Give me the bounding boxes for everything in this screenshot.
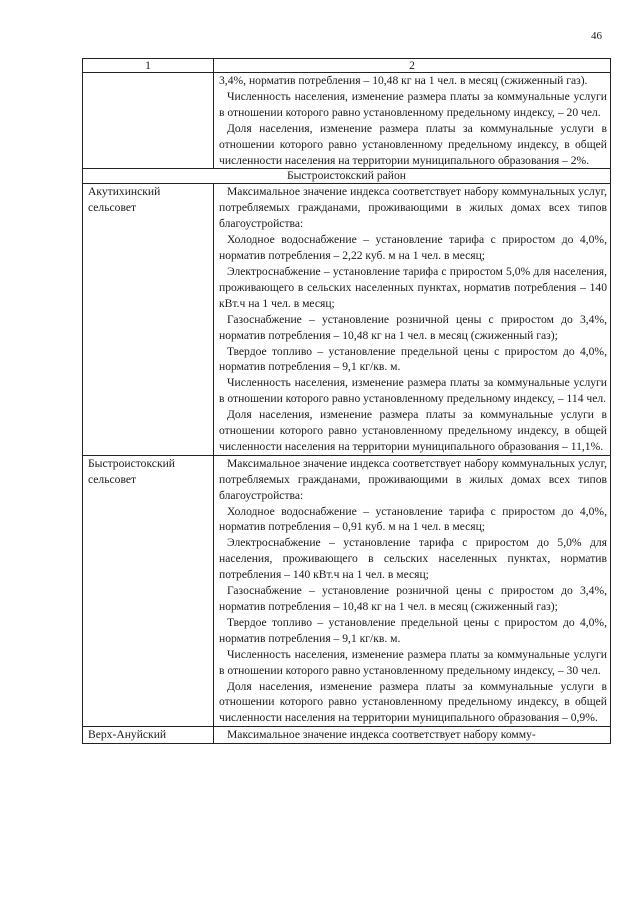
page-number: 46: [591, 30, 602, 42]
municipality-name: Акутихинский сельсовет: [83, 184, 214, 455]
tariff-index-table: [82, 58, 611, 744]
table-row: [83, 184, 611, 455]
district-title: Быстроистокский район: [83, 169, 611, 184]
continuation-text-cell: [214, 73, 611, 169]
index-description: [214, 727, 611, 744]
municipality-name: Верх-Ануйский: [83, 727, 214, 744]
index-description: [214, 184, 611, 455]
paragraph: Доля населения, изменение размера платы за коммунальные услуги в отношении которого равно установленному предельному индексу, в общей численности населения на территории муниципального образования – 2%.: [219, 121, 607, 167]
paragraph: 3,4%, норматив потребления – 10,48 кг на 1 чел. в месяц (сжиженный газ).: [219, 74, 588, 87]
table-header-row: [83, 59, 611, 73]
index-description: [214, 455, 611, 726]
paragraph: Максимальное значение индекса соответствует набору коммунальных услуг, потребляемых гражданами, проживающими в жилых домах всех типов благоустройства:: [219, 185, 607, 231]
paragraph: Численность населения, изменение размера платы за коммунальные услуги в отношении которого равно установленному предельному индексу, – 114 чел.: [219, 376, 607, 406]
paragraph: Максимальное значение индекса соответствует набору коммунальных услуг, потребляемых гражданами, проживающими в жилых домах всех типов благоустройства:: [219, 456, 607, 502]
table-row: [83, 727, 611, 744]
paragraph: Холодное водоснабжение – установление тарифа с приростом до 4,0%, норматив потребления – 0,91 куб. м на 1 чел. в месяц;: [219, 504, 607, 534]
paragraph: Твердое топливо – установление предельной цены с приростом до 4,0%, норматив потребления – 9,1 кг/кв. м.: [219, 344, 607, 374]
paragraph: Численность населения, изменение размера платы за коммунальные услуги в отношении которого равно установленному предельному индексу, – 30 чел.: [219, 647, 607, 677]
table-row: [83, 455, 611, 726]
column-header-2: 2: [214, 59, 611, 73]
paragraph: Газоснабжение – установление розничной цены с приростом до 3,4%, норматив потребления – 10,48 кг на 1 чел. в месяц (сжиженный газ);: [219, 312, 607, 342]
paragraph: Газоснабжение – установление розничной цены с приростом до 3,4%, норматив потребления – 10,48 кг на 1 чел. в месяц (сжиженный газ);: [219, 584, 607, 613]
paragraph: Электроснабжение – установление тарифа с приростом 5,0% для населения, проживающего в сельских населенных пунктах, норматив потребления – 140 кВт.ч на 1 чел. в месяц;: [219, 264, 607, 310]
paragraph: Численность населения, изменение размера платы за коммунальные услуги в отношении которого равно установленному предельному индексу, – 20 чел.: [219, 89, 607, 119]
paragraph: Максимальное значение индекса соответствует набору комму-: [227, 728, 536, 742]
continuation-name-cell: [83, 73, 214, 169]
paragraph: Доля населения, изменение размера платы за коммунальные услуги в отношении которого равно установленному предельному индексу, в общей численности населения на территории муниципального образования – 0,9%.: [219, 679, 607, 725]
paragraph: Электроснабжение – установление тарифа с приростом до 5,0% для населения, проживающего в сельских населенных пунктах, норматив потребления – 140 кВт.ч на 1 чел. в месяц;: [219, 536, 607, 582]
paragraph: Твердое топливо – установление предельной цены с приростом до 4,0%, норматив потребления – 9,1 кг/кв. м.: [219, 615, 607, 645]
district-row: [83, 169, 611, 184]
municipality-name: Быстроистокский сельсовет: [83, 455, 214, 726]
column-header-1: 1: [83, 59, 214, 73]
paragraph: Холодное водоснабжение – установление тарифа с приростом до 4,0%, норматив потребления – 2,22 куб. м на 1 чел. в месяц;: [219, 233, 607, 263]
paragraph: Доля населения, изменение размера платы за коммунальные услуги в отношении которого равно установленному предельному индексу, в общей численности населения на территории муниципального образования – 11,1%.: [219, 408, 607, 453]
table-row-continuation: [83, 73, 611, 169]
